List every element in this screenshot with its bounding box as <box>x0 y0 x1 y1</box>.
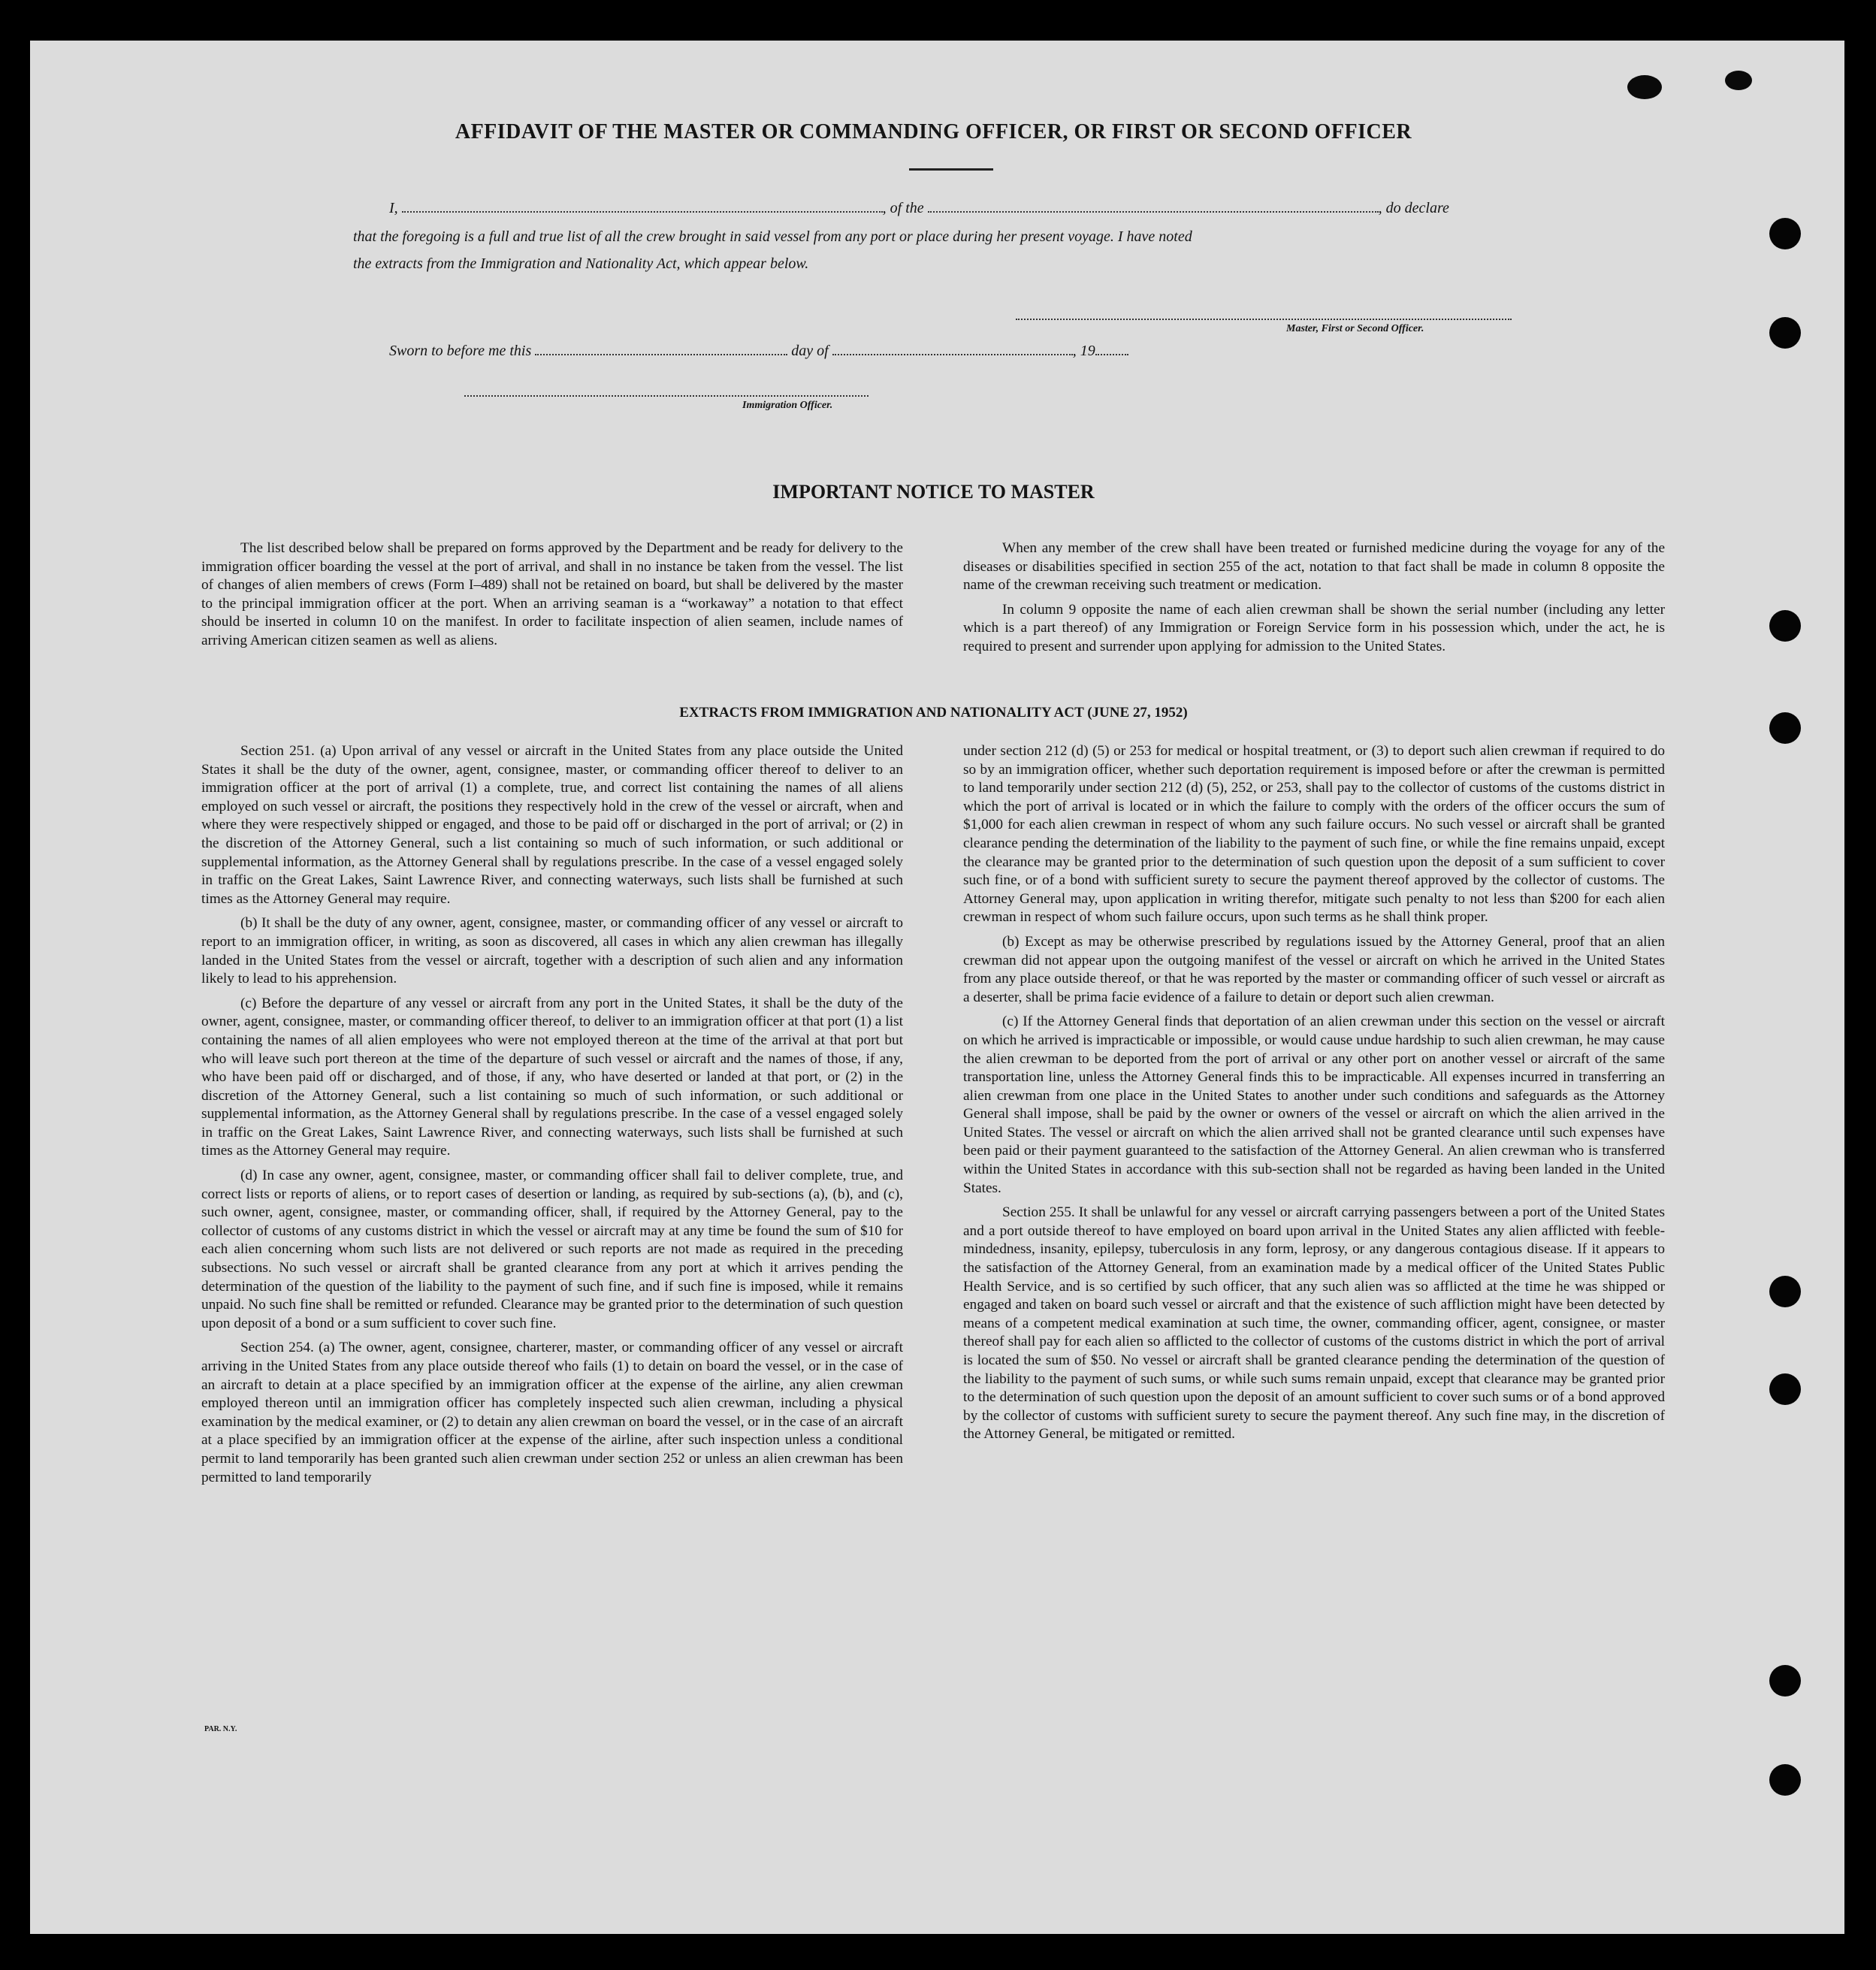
document-title: AFFIDAVIT OF THE MASTER OR COMMANDING OFFICER, OR FIRST OR SECOND OFFICER <box>455 120 1412 144</box>
punch-hole <box>1769 218 1801 249</box>
sworn-day-field[interactable] <box>535 354 787 355</box>
punch-hole <box>1769 1764 1801 1796</box>
extract-paragraph: Section 254. (a) The owner, agent, consignee, charterer, master, or commanding officer of any vessel or aircraft arriving in the United States from any place outside thereof who fails (1) to detain on board the vessel, or in the case of an aircraft to detain at a place specified by an immigration officer at the expense of the airline, any alien crewman employed thereon until an immigration officer has completely inspected such alien crewman, including a physical examination by the medical examiner, or (2) to detain any alien crewman on board the vessel, or in the case of an aircraft at a place specified by an immigration officer at the expense of the airline, after such inspection unless a conditional permit to land temporarily has been granted such alien crewman under section 252 or unless an alien crewman has been permitted to land temporarily <box>201 1340 903 1485</box>
vessel-field[interactable] <box>928 211 1379 213</box>
day-of-label: day of <box>791 343 829 359</box>
notice-paragraph: The list described below shall be prepared on forms approved by the Department and be ready for delivery to the immigration officer boarding the vessel at the port of arrival, and shall in no instance be taken from the vessel. The list of changes of alien members of crews (Form I–489) shall not be retained on board, but shall be delivered by the master to the principal immigration officer at the port. When an arriving seaman is a “workaway” a notation to that effect should be inserted in column 10 on the manifest. In order to facilitate inspection of alien seamen, include names of arriving American citizen seamen as well as aliens. <box>201 540 903 648</box>
declaration-text-3: the extracts from the Immigration and Nationality Act, which appear below. <box>353 255 809 272</box>
extracts-right-column <box>963 742 1665 1450</box>
punch-hole <box>1769 1373 1801 1405</box>
master-signature-line[interactable] <box>1016 319 1512 320</box>
title-underline <box>909 168 993 171</box>
extract-paragraph: (b) Except as may be otherwise prescribed by regulations issued by the Attorney General, proof that an alien crewman did not appear upon the outgoing manifest of the vessel or aircraft on which he arrived in the United States from any place outside thereof, or that he was reported by the master or commanding officer of such vessel or aircraft as a deserter, shall be prima facie evidence of a failure to detain or deport such alien crewman. <box>963 933 1665 1005</box>
extracts-title: EXTRACTS FROM IMMIGRATION AND NATIONALITY ACT (JUNE 27, 1952) <box>679 705 1188 721</box>
officer-caption: Immigration Officer. <box>742 400 833 411</box>
printer-mark: PAR. N.Y. <box>204 1725 237 1733</box>
extract-paragraph: (c) If the Attorney General finds that deportation of an alien crewman under this section on the vessel or aircraft on which he arrived is impracticable or impossible, or would cause undue hardship to such alien crewman, he may cause the alien crewman to be deported from the port of arrival or any other port on another vessel or aircraft of the same transportation line, unless the Attorney General finds this to be impracticable. All expenses incurred in transferring an alien crewman from one place in the United States to another under such conditions and safeguards as the Attorney General shall impose, shall be paid by the owner or owners of the vessel or aircraft on which the alien arrived in the United States. The vessel or aircraft on which the alien arrived shall not be granted clearance until such expenses have been paid or their payment guaranteed to the satisfaction of the Attorney General. An alien crewman who is transferred within the United States in accordance with this sub-section shall not be regarded as having been landed in the United States. <box>963 1014 1665 1196</box>
extract-paragraph: (d) In case any owner, agent, consignee, master, or commanding officer shall fail to deliver complete, true, and correct lists or reports of aliens, or to report cases of desertion or landing, as required by sub-sections (a), (b), and (c), such owner, agent, consignee, master, or commanding officer, shall, if required by the Attorney General, pay to the collector of customs of any customs district in which the vessel or aircraft may at any time be found the sum of $10 for each alien concerning whom such lists are not delivered or such reports are not made as required in the preceding subsections. No such vessel or aircraft shall be granted clearance from any port at which it arrives pending the determination of the question of the liability to the payment of such fine, and if such fine is imposed, while it remains unpaid. No such fine shall be remitted or refunded. Clearance may be granted prior to the determination of such question upon deposit of a bond or a sum sufficient to cover such fine. <box>201 1168 903 1331</box>
sworn-month-field[interactable] <box>832 354 1073 355</box>
extract-paragraph: (c) Before the departure of any vessel or aircraft from any port in the United States, it shall be the duty of the owner, agent, consignee, master, or commanding officer thereof, to deliver to an immigration officer at that port (1) a list containing the names of all alien employees who were not employed thereon at the time of the arrival at that port but who will leave such port thereon at the time of the departure of such vessel or aircraft and the names of those, if any, who have been paid off or discharged, and of those, if any, who have deserted or landed at that port, or (2) in the discretion of the Attorney General, such a list containing so much of such information, or such additional or supplemental information, as the Attorney General shall by regulations prescribe. In the case of a vessel engaged solely in traffic on the Great Lakes, Saint Lawrence River, and connecting waterways, such lists shall be furnished at such times as the Attorney General may require. <box>201 995 903 1159</box>
extract-paragraph: (b) It shall be the duty of any owner, agent, consignee, master, or commanding officer of any vessel or aircraft to report to an immigration officer, in writing, as soon as discovered, all cases in which any alien crewman has illegally landed in the United States from the vessel or aircraft, together with a description of such alien and any information likely to lead to his apprehension. <box>201 915 903 987</box>
punch-hole <box>1769 610 1801 642</box>
punch-hole <box>1769 1665 1801 1697</box>
ink-blot <box>1725 71 1752 90</box>
sworn-label: Sworn to before me this <box>389 343 532 359</box>
sworn-line <box>389 343 1128 360</box>
punch-hole <box>1769 317 1801 349</box>
i-label: I, <box>389 200 398 216</box>
punch-hole <box>1769 1276 1801 1307</box>
notice-right-column <box>963 539 1665 663</box>
extract-paragraph: under section 212 (d) (5) or 253 for medical or hospital treatment, or (3) to deport such alien crewman if required to do so by an immigration officer, whether such deportation requirement is imposed before or after the crewman is permitted to land temporarily under section 212 (d) (5), 252, or 253, shall pay to the collector of customs of the customs district in which the port of arrival is located or in which the failure to comply with the orders of the officer occurs the sum of $1,000 for each alien crewman in respect of whom any such failure occurs. No such vessel or aircraft shall be granted clearance pending the determination of the liability to the payment of such fine, or while the fine remains unpaid, except the clearance may be granted prior to the determination of such question upon the deposit of a sum sufficient to cover such fine, or of a bond with sufficient surety to secure the payment thereof approved by the collector of customs. The Attorney General may, upon application in writing therefor, mitigate such penalty to not less than $200 for each alien crewman in respect of whom such failure occurs, upon such terms as he shall think proper. <box>963 743 1665 926</box>
notice-title: IMPORTANT NOTICE TO MASTER <box>772 481 1095 503</box>
declare-label: , do declare <box>1378 200 1449 216</box>
sworn-year-field[interactable] <box>1095 354 1128 355</box>
extracts-left-column <box>201 742 903 1493</box>
master-signature-caption: Master, First or Second Officer. <box>1286 323 1424 334</box>
declaration-text-2: that the foregoing is a full and true list of all the crew brought in said vessel from any port or place during her present voyage. I have noted <box>353 228 1192 245</box>
officer-signature-line[interactable] <box>464 395 869 397</box>
ink-blot <box>1627 75 1662 99</box>
extract-paragraph: Section 255. It shall be unlawful for any vessel or aircraft carrying passengers between a port of the United States and a port outside thereof to have employed on board upon arrival in the United States any alien afflicted with feeble-mindedness, insanity, epilepsy, tuberculosis in any form, leprosy, or any dangerous contagious disease. If it appears to the satisfaction of the Attorney General, from an examination made by a medical officer of the United States Public Health Service, and is so certified by such officer, that any such alien was so afflicted at the time he was shipped or engaged and taken on board such vessel or aircraft and that the existence of such affliction might have been detected by means of a competent medical examination at such time, the owner, commanding officer, agent, consignee, or master thereof shall pay for each alien so afflicted to the collector of customs of the customs district in which the port of arrival is located the sum of $50. No vessel or aircraft shall be granted clearance pending the determination of the question of the liability to the payment of such sums, or while such sums remain unpaid, except that clearance may be granted prior to the determination of such question upon the deposit of an amount sufficient to cover such sums or of a bond approved by the collector of customs with sufficient surety to secure the payment thereof. Any such fine may, in the discretion of the Attorney General, be mitigated or remitted. <box>963 1204 1665 1443</box>
year-label: , 19 <box>1072 343 1095 359</box>
name-field[interactable] <box>402 211 883 213</box>
declaration-line <box>389 200 1449 217</box>
of-the-label: , of the <box>882 200 924 216</box>
notice-paragraph: In column 9 opposite the name of each alien crewman shall be shown the serial number (including any letter which is a part thereof) of any Immigration or Foreign Service form in his possession which, under the act, he is required to present and surrender upon applying for admission to the United States. <box>963 601 1665 654</box>
notice-left-column <box>201 539 903 657</box>
extract-paragraph: Section 251. (a) Upon arrival of any vessel or aircraft in the United States from any place outside the United States it shall be the duty of the owner, agent, consignee, master, or commanding officer thereof to deliver to an immigration officer at the port of arrival (1) a complete, true, and correct list containing the names of all aliens employed on such vessel or aircraft, the positions they respectively hold in the crew of the vessel or aircraft, when and where they were respectively shipped or engaged, and those to be paid off or discharged in the port of arrival; or (2) in the discretion of the Attorney General, such a list containing so much of such information, or such additional or supplemental information, as the Attorney General shall by regulations prescribe. In the case of a vessel engaged solely in traffic on the Great Lakes, Saint Lawrence River, and connecting waterways, such lists shall be furnished at such times as the Attorney General may require. <box>201 743 903 907</box>
notice-paragraph: When any member of the crew shall have been treated or furnished medicine during the voyage for any of the diseases or disabilities specified in section 255 of the act, notation to that fact shall be made in column 8 opposite the name of the crewman receiving such treatment or medication. <box>963 540 1665 594</box>
